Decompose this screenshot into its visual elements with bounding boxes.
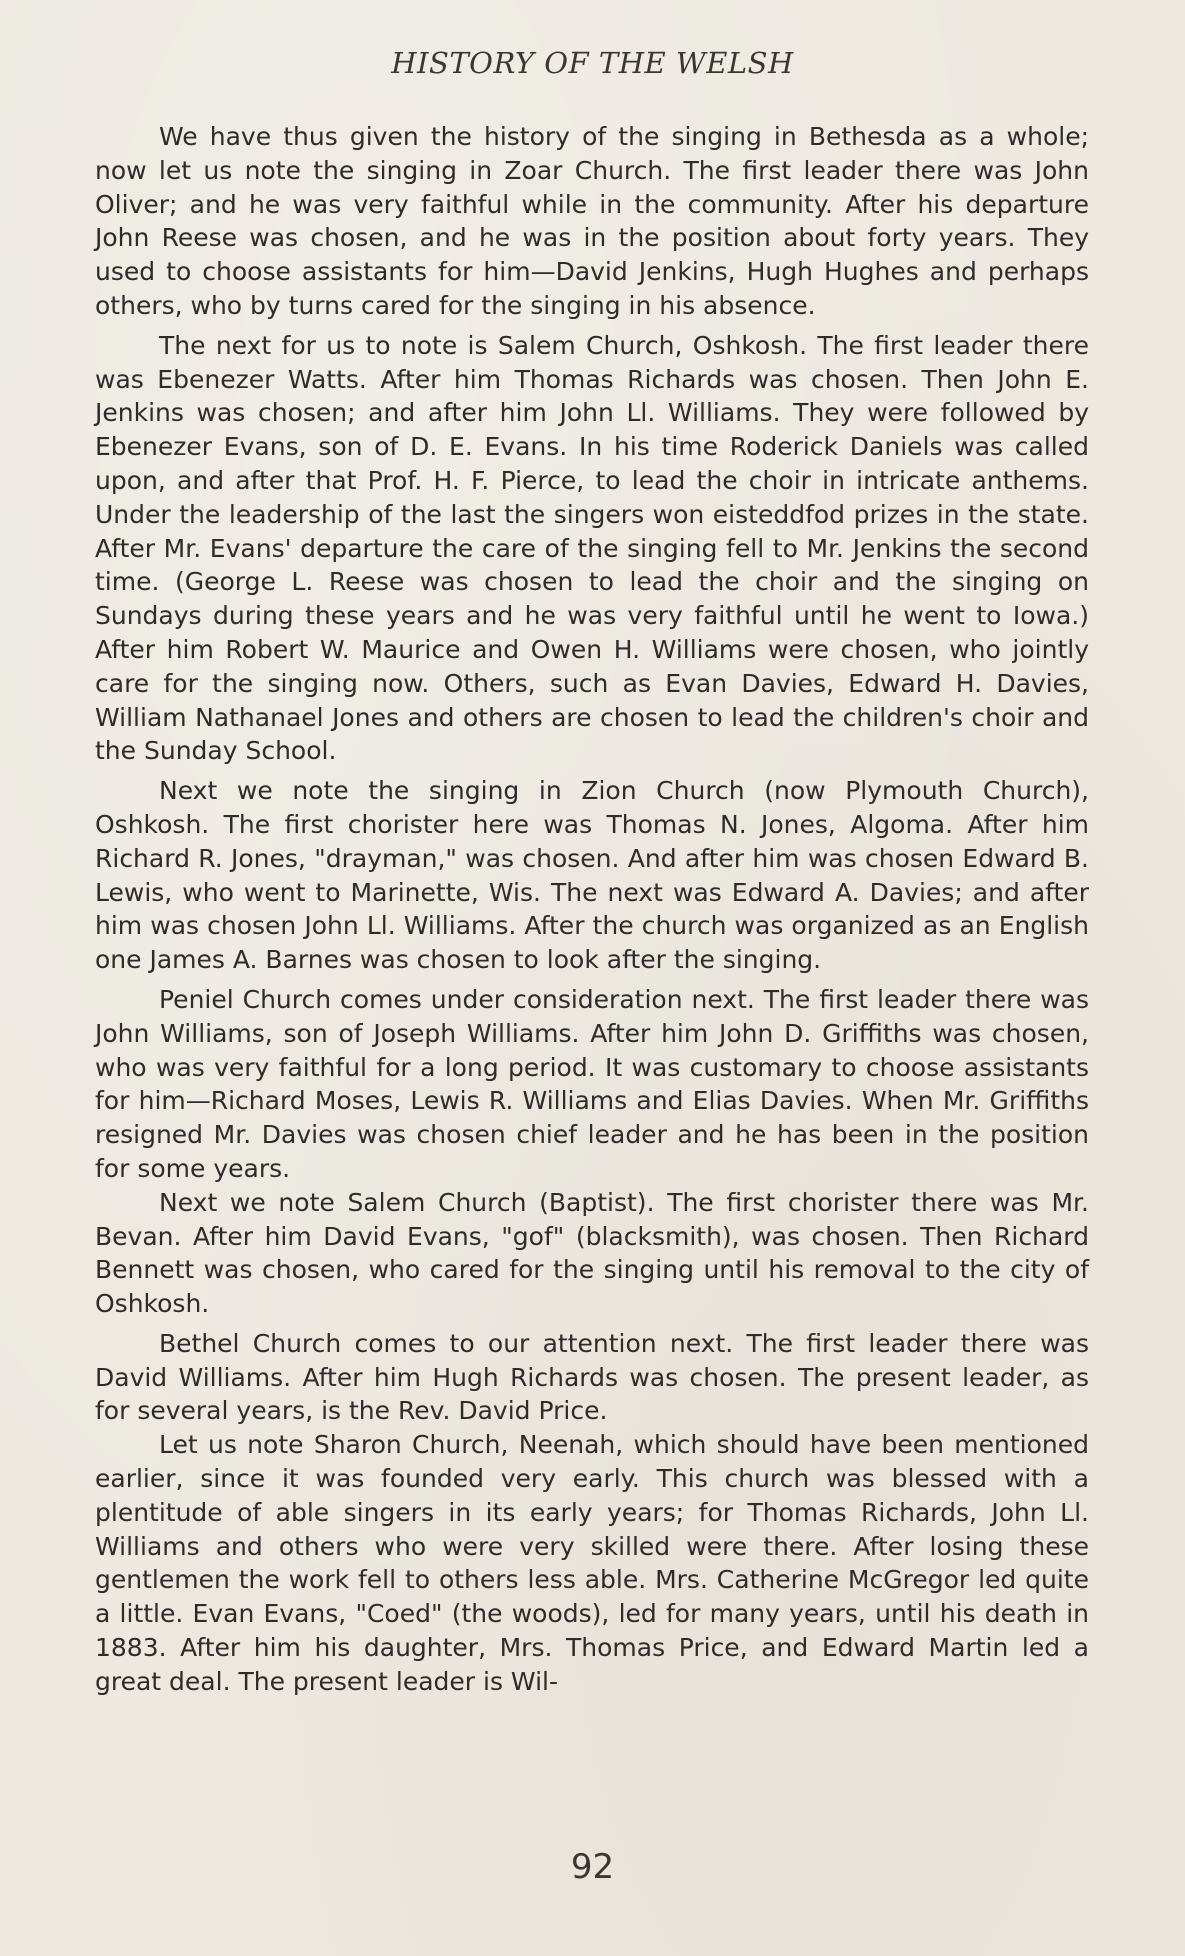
page-number: 92 — [570, 1847, 615, 1887]
paragraph-bethel: Bethel Church comes to our attention next. The first leader there was David Williams. After him Hugh Richards was chosen. The present leader, as for several years, is the Rev. David Price. — [95, 1328, 1089, 1426]
paragraph-salem-baptist: Next we note Salem Church (Baptist). The first chorister there was Mr. Bevan. After him David Evans, "gof" (blacksmith), was chosen. Then Richard Bennett was chosen, who cared for the singing until his removal to the city of Oshkosh. — [95, 1187, 1089, 1319]
paragraph-salem-oshkosh: The next for us to note is Salem Church, Oshkosh. The first leader there was Ebenezer Watts. After him Thomas Richards was chosen. Then John E. Jenkins was chosen; and after him John Ll. Williams. They were followed by Ebenezer Evans, son of D. E. Evans. In his time Roderick Daniels was called upon, and after that Prof. H. F. Pierce, to lead the choir in intricate anthems. Under the leadership of the last the singers won eisteddfod prizes in the state. After Mr. Evans' departure the care of the singing fell to Mr. Jenkins the second time. (George L. Reese was chosen to lead the choir and the singing on Sundays during these years and he was very faithful until he went to Iowa.) After him Robert W. Maurice and Owen H. Williams were chosen, who jointly care for the singing now. Others, such as Evan Davies, Edward H. Davies, William Nathanael Jones and others are chosen to lead the children's choir and the Sunday School. — [95, 330, 1089, 766]
paragraph-zion: Next we note the singing in Zion Church (now Plymouth Church), Oshkosh. The first chorister here was Thomas N. Jones, Algoma. After him Richard R. Jones, "drayman," was chosen. And after him was chosen Edward B. Lewis, who went to Marinette, Wis. The next was Edward A. Davies; and after him was chosen John Ll. Williams. After the church was organized as an English one James A. Barnes was chosen to look after the singing. — [95, 776, 1089, 975]
running-head: HISTORY OF THE WELSH — [391, 46, 794, 80]
paragraph-sharon: Let us note Sharon Church, Neenah, which should have been mentioned earlier, since it was founded very early. This church was blessed with a plentitude of able singers in its early years; for Thomas Richards, John Ll. Williams and others who were very skilled were there. After losing these gentlemen the work fell to others less able. Mrs. Catherine McGregor led quite a little. Evan Evans, "Coed" (the woods), led for many years, until his death in 1883. After him his daughter, Mrs. Thomas Price, and Edward Martin led a great deal. The present leader is Wil- — [95, 1430, 1089, 1696]
paragraph-zoar: We have thus given the history of the singing in Bethesda as a whole; now let us note the singing in Zoar Church. The first leader there was John Oliver; and he was very faithful while in the community. After his departure John Reese was chosen, and he was in the position about forty years. They used to choose assistants for him—David Jenkins, Hugh Hughes and perhaps others, who by turns cared for the singing in his absence. — [95, 122, 1089, 320]
paragraph-peniel: Peniel Church comes under consideration next. The first leader there was John Williams, son of Joseph Williams. After him John D. Griffiths was chosen, who was very faithful for a long period. It was customary to choose assistants for him—Richard Moses, Lewis R. Williams and Elias Davies. When Mr. Griffiths resigned Mr. Davies was chosen chief leader and he has been in the position for some years. — [95, 984, 1089, 1183]
body-text — [95, 120, 1089, 1699]
